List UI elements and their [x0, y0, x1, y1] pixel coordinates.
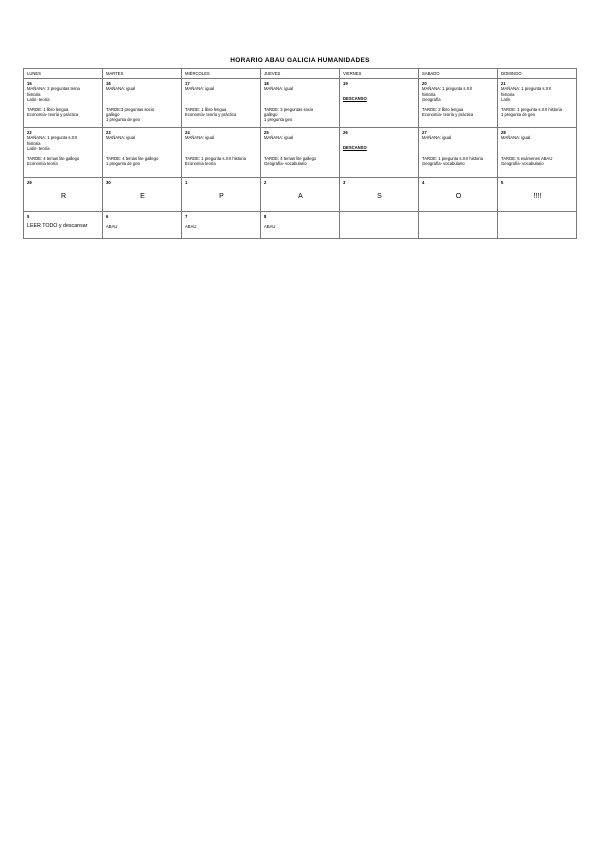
empty-cell — [419, 212, 498, 239]
day-number: 20 — [422, 81, 427, 86]
afternoon-task: TARDE: 4 temas lite gallego — [264, 155, 317, 161]
day-cell — [261, 79, 340, 128]
day-header-thursday: JUEVES — [261, 69, 340, 79]
week-row-3 — [24, 178, 577, 212]
morning-task: MAÑANA: 1 pregunta s.XX — [27, 135, 78, 141]
day-cell — [182, 79, 261, 128]
day-header-tuesday: MARTES — [103, 69, 182, 79]
review-letter: !!!! — [533, 193, 542, 201]
review-letter: E — [140, 193, 145, 201]
afternoon-task: TARDE: 2 libro lengua — [422, 107, 464, 113]
day-number: 5 — [27, 214, 30, 219]
afternoon-task: Geografía- vocabulario — [264, 160, 307, 166]
afternoon-task: TARDE: 1 pregunta s.XX historia — [501, 107, 562, 113]
day-header-wednesday: MIÉRCOLES — [182, 69, 261, 79]
page-title: HORARIO ABAU GALICIA HUMANIDADES — [230, 57, 370, 64]
day-number: 21 — [501, 81, 506, 86]
empty-cell — [340, 212, 419, 239]
empty-cell — [498, 212, 577, 239]
day-number: 8 — [264, 214, 267, 219]
day-number: 6 — [106, 214, 109, 219]
afternoon-task: gallego — [106, 111, 120, 117]
day-cell — [261, 178, 340, 212]
day-number: 23 — [106, 130, 111, 135]
day-cell — [340, 128, 419, 178]
day-number: 26 — [343, 130, 348, 135]
day-cell — [419, 178, 498, 212]
afternoon-task: Economía- teoría y práctica — [185, 111, 237, 117]
day-cell — [498, 79, 577, 128]
day-number: 2 — [264, 180, 267, 185]
schedule-table — [23, 68, 577, 239]
afternoon-task: 1 pregunta geo — [264, 117, 293, 123]
morning-task: MAÑANA: igual — [185, 86, 215, 92]
day-header-sunday: DOMINGO — [498, 69, 577, 79]
morning-task: historia — [27, 140, 41, 146]
afternoon-task: TARDE: 3 preguntas socio — [264, 106, 314, 112]
morning-task: MAÑANA: 1 pregunta s.XX — [422, 86, 473, 92]
afternoon-task: Geografía- vocabulario — [501, 160, 544, 166]
morning-task: MAÑANA: igual — [106, 86, 136, 92]
day-number: 5 — [501, 180, 504, 185]
day-number: 4 — [422, 180, 425, 185]
day-cell — [24, 178, 103, 212]
rest-day-label: DESCANSO — [343, 145, 367, 151]
final-note: LEER TODO y descansar — [27, 223, 88, 230]
morning-task: MAÑANA: 1 pregunta s.XX — [501, 86, 552, 92]
afternoon-task: TARDE: 1 libro lengua — [185, 106, 227, 112]
day-cell — [419, 128, 498, 178]
review-letter: R — [60, 193, 67, 201]
day-number: 29 — [27, 180, 32, 185]
afternoon-task: TARDE: 5 exámenes ABAU — [501, 155, 553, 161]
day-header-friday: VIERNES — [340, 69, 419, 79]
day-number: 27 — [422, 130, 427, 135]
day-cell — [261, 128, 340, 178]
morning-task: MAÑANA: igual — [106, 135, 136, 141]
morning-task: Geografía — [422, 96, 441, 102]
week-row-1 — [24, 79, 577, 128]
review-letter: S — [377, 193, 382, 201]
morning-task: MAÑANA: 2 preguntas tema — [27, 86, 80, 92]
afternoon-task: Economía- teoría y práctica — [27, 112, 79, 118]
day-number: 17 — [185, 81, 190, 86]
day-number: 19 — [343, 81, 348, 86]
day-cell — [103, 79, 182, 128]
day-cell — [103, 178, 182, 212]
morning-task: MAÑANA: igual — [264, 86, 294, 92]
day-cell — [182, 178, 261, 212]
afternoon-task: TARDE: 4 temas lite gallego — [27, 156, 80, 162]
day-cell — [419, 79, 498, 128]
review-letter: O — [455, 193, 462, 201]
day-number: 22 — [27, 130, 32, 135]
day-number: 15 — [27, 81, 32, 86]
afternoon-task: 1 pregunta de geo — [106, 117, 140, 123]
day-cell — [182, 128, 261, 178]
afternoon-task: TARDE: 1 pregunta s.XX historia — [185, 155, 246, 161]
morning-task: historia — [422, 91, 436, 97]
day-cell — [103, 212, 182, 239]
morning-task: MAÑANA: igual — [264, 135, 294, 141]
exam-label: ABAU — [264, 224, 276, 230]
morning-task: historia — [27, 91, 41, 97]
day-cell — [498, 178, 577, 212]
afternoon-task: gallego — [264, 111, 278, 117]
morning-task: Latín- teoría — [27, 145, 50, 151]
afternoon-task: Economía teoría — [27, 161, 58, 167]
afternoon-task: Economía teoría — [185, 160, 216, 166]
day-cell — [182, 212, 261, 239]
day-number: 3 — [343, 180, 346, 185]
day-header-row — [24, 69, 577, 79]
day-cell — [340, 178, 419, 212]
afternoon-task: Economía- teoría y práctica — [422, 112, 474, 118]
morning-task: MAÑANA: igual — [185, 135, 215, 141]
afternoon-task: TARDE:3 preguntas socio — [106, 106, 155, 112]
day-number: 16 — [106, 81, 111, 86]
morning-task: Latín — [501, 96, 511, 102]
day-cell — [24, 212, 103, 239]
day-cell — [261, 212, 340, 239]
day-cell — [103, 128, 182, 178]
day-number: 1 — [185, 180, 188, 185]
afternoon-task: TARDE: 1 libro lengua — [27, 107, 69, 113]
morning-task: Latín- teoría — [27, 96, 50, 102]
afternoon-task: TARDE: 4 temas lite gallego — [106, 155, 159, 161]
day-cell — [24, 79, 103, 128]
exam-label: ABAU — [106, 224, 118, 230]
afternoon-task: Geografía- vocabulario — [422, 160, 465, 166]
review-letter: P — [219, 193, 224, 201]
afternoon-task: TARDE: 1 pregunta s.XX historia — [422, 155, 483, 161]
week-row-2 — [24, 128, 577, 178]
day-cell — [498, 128, 577, 178]
day-cell — [24, 128, 103, 178]
day-number: 30 — [106, 180, 111, 185]
afternoon-task: 1 pregunta de geo — [501, 112, 535, 118]
day-cell — [340, 79, 419, 128]
day-header-saturday: SABADO — [419, 69, 498, 79]
review-letter: A — [298, 193, 303, 201]
day-number: 7 — [185, 214, 188, 219]
morning-task: MAÑANA: igual — [501, 135, 531, 141]
day-header-monday: LUNES — [24, 69, 103, 79]
day-number: 24 — [185, 130, 190, 135]
afternoon-task: 1 pregunta de geo — [106, 160, 140, 166]
day-number: 28 — [501, 130, 506, 135]
exam-label: ABAU — [185, 224, 197, 230]
rest-day-label: DESCANSO — [343, 96, 367, 102]
morning-task: MAÑANA: igual — [422, 135, 452, 141]
week-row-4 — [24, 212, 577, 239]
day-number: 25 — [264, 130, 269, 135]
day-number: 18 — [264, 81, 269, 86]
morning-task: historia — [501, 91, 515, 97]
